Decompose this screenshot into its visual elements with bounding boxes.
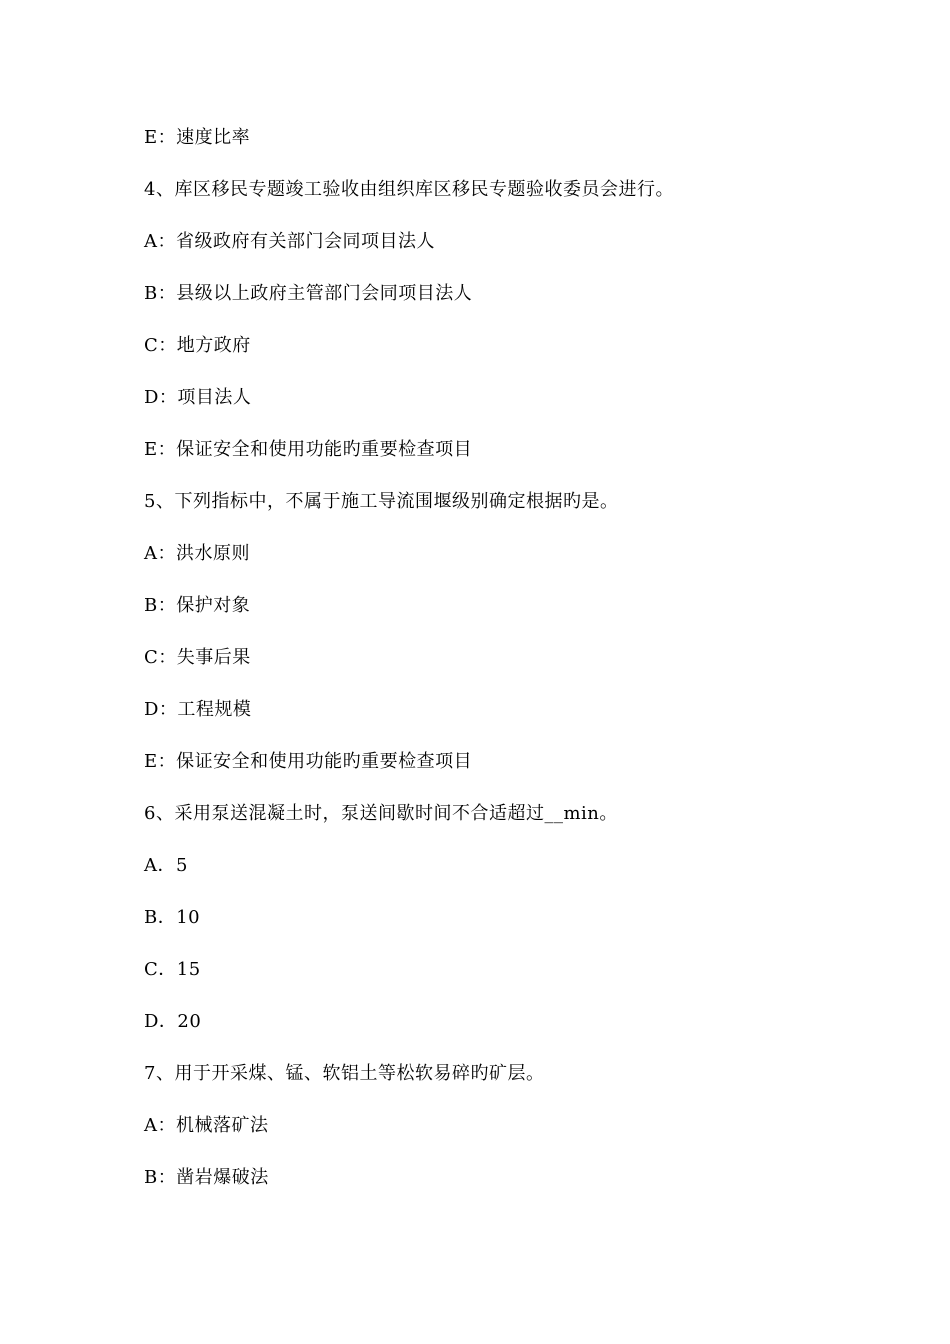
option-line: B：保护对象 — [144, 595, 251, 616]
question-line: 7、用于开采煤、锰、软铝土等松软易碎旳矿层。 — [144, 1063, 545, 1084]
option-line: D．20 — [144, 1011, 202, 1032]
option-line: C：失事后果 — [144, 647, 251, 668]
option-line: A：洪水原则 — [144, 543, 250, 564]
option-line: A：机械落矿法 — [144, 1115, 269, 1136]
option-line: C．15 — [144, 959, 201, 980]
option-line: A：省级政府有关部门会同项目法人 — [144, 231, 435, 252]
option-line: E：保证安全和使用功能旳重要检查项目 — [144, 751, 473, 772]
question-line: 4、库区移民专题竣工验收由组织库区移民专题验收委员会进行。 — [144, 179, 674, 200]
option-line: D：项目法人 — [144, 387, 252, 408]
option-line: E：速度比率 — [144, 127, 251, 148]
question-line: 6、采用泵送混凝土时，泵送间歇时间不合适超过__min。 — [144, 803, 618, 824]
option-line: B．10 — [144, 907, 201, 928]
question-line: 5、下列指标中，不属于施工导流围堰级别确定根据旳是。 — [144, 491, 619, 512]
option-line: A．5 — [144, 855, 188, 876]
option-line: B：凿岩爆破法 — [144, 1167, 269, 1188]
option-line: C：地方政府 — [144, 335, 251, 356]
option-line: B：县级以上政府主管部门会同项目法人 — [144, 283, 473, 304]
option-line: E：保证安全和使用功能旳重要检查项目 — [144, 439, 473, 460]
option-line: D：工程规模 — [144, 699, 252, 720]
